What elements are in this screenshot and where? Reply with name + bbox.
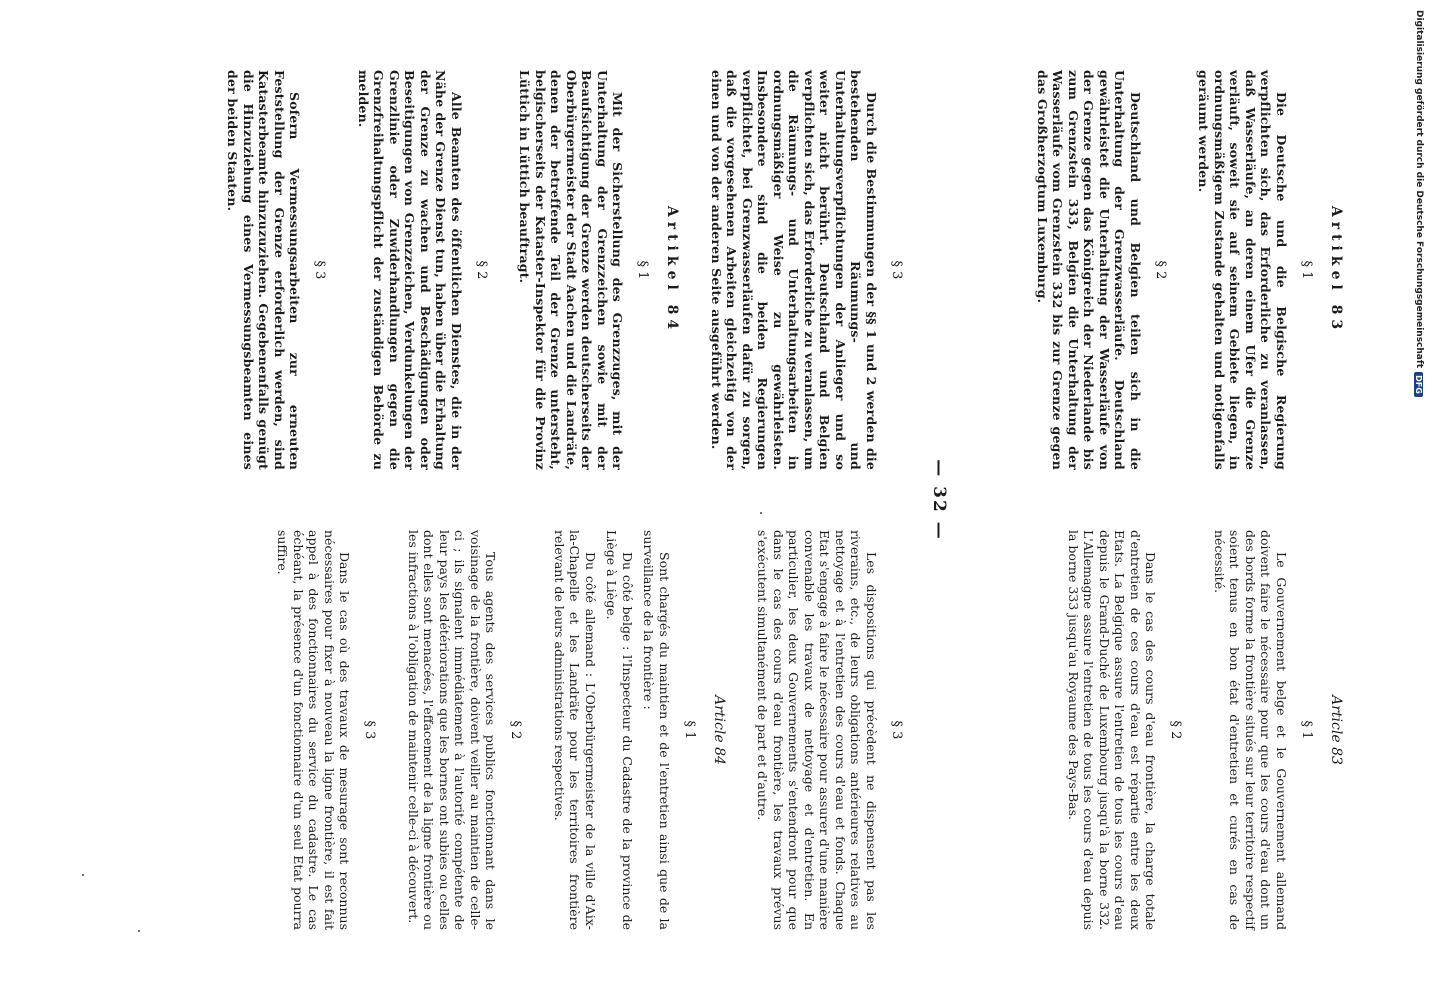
french-a84-s1-label: § 1 xyxy=(682,720,697,740)
french-column xyxy=(84,530,1344,930)
french-a84-s2-text: Tous agents des services publics fonctionnant dans le voisinage de la frontière, doivent veiller au maintien de celle-ci ; ils signalent immédiatement à l'autorité compétente de leur pays les détériorations que les bornes ont subies ou celles dont elles sont menacées, l'effacement de la ligne frontière ou les infractions à l'obligation de maintenir celle-ci à découvert. xyxy=(406,530,499,930)
watermark-text: Digitalisierung gefördert durch die Deutsche Forschungsgemeinschaft xyxy=(1414,10,1424,369)
page-content xyxy=(84,70,1344,930)
german-a84-s1-label: § 1 xyxy=(635,260,651,280)
french-a83-s3-text: Les dispositions qui précèdent ne dispensent pas les riverains, etc., de leurs obligations antérieures relatives au nettoyage et à l'entretien des cours d'eau et fonds. Chaque Etat s'engage à faire le nécessaire pour assurer d'une manière convenable les travaux de nettoyage et d'entretien. En particulier, les deux Gouvernements s'entendront pour que dans le cas des cours d'eau frontière, les travaux prévus s'exécutent simultanément de part et d'autre. xyxy=(755,530,879,930)
french-a83-s2-label: § 2 xyxy=(1168,720,1184,740)
french-a84-s1-text-c: Du côté allemand : L'Oberbürgermeister de la ville d'Aix-la-Chapelle et les Landräte pour les territoires frontière relevant de leurs administrations respectives. xyxy=(552,530,598,930)
german-a83-s3-label: § 3 xyxy=(889,260,904,280)
german-article-83-heading: Artikel 83 xyxy=(1328,205,1344,335)
french-a83-s1-text: Le Gouvernement belge et le Gouvernement allemand doivent faire le nécessaire pour que les cours d'eau dont un des bords forme la frontière situés sur leur territoire respectif soient tenus en bon état d'entretien et curés en cas de nécessité. xyxy=(1212,530,1289,930)
german-a83-s1-text: Die Deutsche und die Belgische Regierung verpflichten sich, das Erforderliche zu veranlassen, daß Wasserläufe, an deren einem Ufer die Grenze verläuft, soweit sie auf seinem Gebiete liegen, in ordnungsmäßigem Zustande gehalten und notigenfalls geräumt werden. xyxy=(1196,70,1289,470)
german-article-83 xyxy=(984,70,1344,470)
french-article-84-heading: Article 84 xyxy=(711,695,727,765)
french-a84-s1-text-b: Du côté belge : l'Inspecteur du Cadastre de la province de Liège à Liège. xyxy=(604,530,635,930)
german-a84-s2-label: § 2 xyxy=(474,260,489,280)
scan-speck xyxy=(760,512,762,514)
french-a84-s3-label: § 3 xyxy=(362,720,378,740)
german-a84-s3-label: § 3 xyxy=(312,260,328,280)
dfg-logo: DFG xyxy=(1415,372,1424,397)
page-number: — 32 — xyxy=(929,459,949,541)
french-article-83-84 xyxy=(84,530,914,930)
scan-speck xyxy=(82,874,84,876)
german-a83-s2-text: Deutschland und Belgien teilen sich in die Unterhaltung der Grenzwasserläufe. Deutschland gewährleistet die Unterhaltung der Wasserläufe von der Grenze gegen das Königreich der Niederlande bis zum Grenzstein 333, Belgien die Unterhaltung der Wasserläufe vom Grenzstein 332 bis zur Grenze gegen das Großherzogtum Luxemburg. xyxy=(1035,70,1143,470)
french-article-83 xyxy=(984,530,1344,930)
german-article-84-heading: Artikel 84 xyxy=(664,205,681,335)
french-a83-s3-label: § 3 xyxy=(889,720,904,740)
french-a83-s1-label: § 1 xyxy=(1299,720,1314,740)
french-article-83-heading: Article 83 xyxy=(1328,695,1344,765)
german-a83-s3-text: Durch die Bestimmungen der §§ 1 und 2 werden die bestehenden Räumungs- und Unterhaltungsverpflichtungen der Anlieger und so weiter nicht berührt. Deutschland und Belgien verpflichten sich, das Erforderliche zu veranlassen, um die Räumungs- und Unterhaltungsarbeiten in ordnungsmäßiger Weise zu gewährleisten. Insbesondere sind die beiden Regierungen verpflichtet, bei Grenzwasserläufen dafür zu sorgen, daß die vorgesehenen Arbeiten gleichzeitig von der einen und von der anderen Seite ausgeführt werden. xyxy=(709,70,879,470)
french-a84-s2-label: § 2 xyxy=(508,720,524,740)
german-a84-s3-text: Sofern Vermessungsarbeiten zur erneuten Feststellung der Grenze erforderlich werden, sind Katasterbeamte hinzuzuziehen. Gegebenenfalls genügt die Hinzuziehung eines Vermessungsbeamten eines der beiden Staaten. xyxy=(225,70,303,470)
french-a84-s1-text: Sont chargés du maintien et de l'entretien ainsi que de la surveillance de la frontière : xyxy=(641,530,672,930)
german-a83-s1-label: § 1 xyxy=(1299,260,1314,280)
german-article-83-84 xyxy=(84,70,914,470)
scan-speck xyxy=(138,930,140,932)
french-a84-s3-text: Dans le cas où des travaux de mesurage sont reconnus nécessaires pour fixer à nouveau la ligne frontière, il est fait appel à des fonctionnaires du service du cadastre. Le cas échéant, la présence d'un fonctionnaire d'un seul Etat pourra suffire. xyxy=(275,530,353,930)
french-a83-s2-text: Dans le cas des cours d'eau frontière, la charge totale d'entretien de ces cours d'eau est répartie entre les deux Etats. La Belgique assure l'entretien de tous les cours d'eau depuis le Grand-Duché de Luxembourg jusqu'à la borne 332. L'Allemagne assure l'entretien de tous les cours d'eau depuis la borne 333 jusqu'au Royaume des Pays-Bas. xyxy=(1066,530,1159,930)
german-a84-s1-text: Mit der Sicherstellung des Grenzzuges, mit der Unterhaltung der Grenzzeichen sowie mit der Beaufsichtigung der Grenze werden deutscherseits der Oberbürgermeister der Stadt Aachen und die Landräte, denen der betreffende Teil der Grenze untersteht, belgischerseits der Kataster-Inspektor für die Provinz Lüttich in Lüttich beauftragt. xyxy=(517,70,626,470)
german-column xyxy=(84,70,1344,470)
german-a83-s2-label: § 2 xyxy=(1153,260,1168,280)
german-a84-s2-text: Alle Beamten des öffentlichen Dienstes, die in der Nähe der Grenze Dienst tun, haben über die Erhaltung der Grenze zu wachen und Beschädigungen oder Beseitigungen von Grenzzeichen, Verdunkelungen der Grenzlinie oder Zuwiderhandlungen gegen die Grenzfreihaltungspflicht der zuständigen Behörde zu melden. xyxy=(356,70,464,470)
